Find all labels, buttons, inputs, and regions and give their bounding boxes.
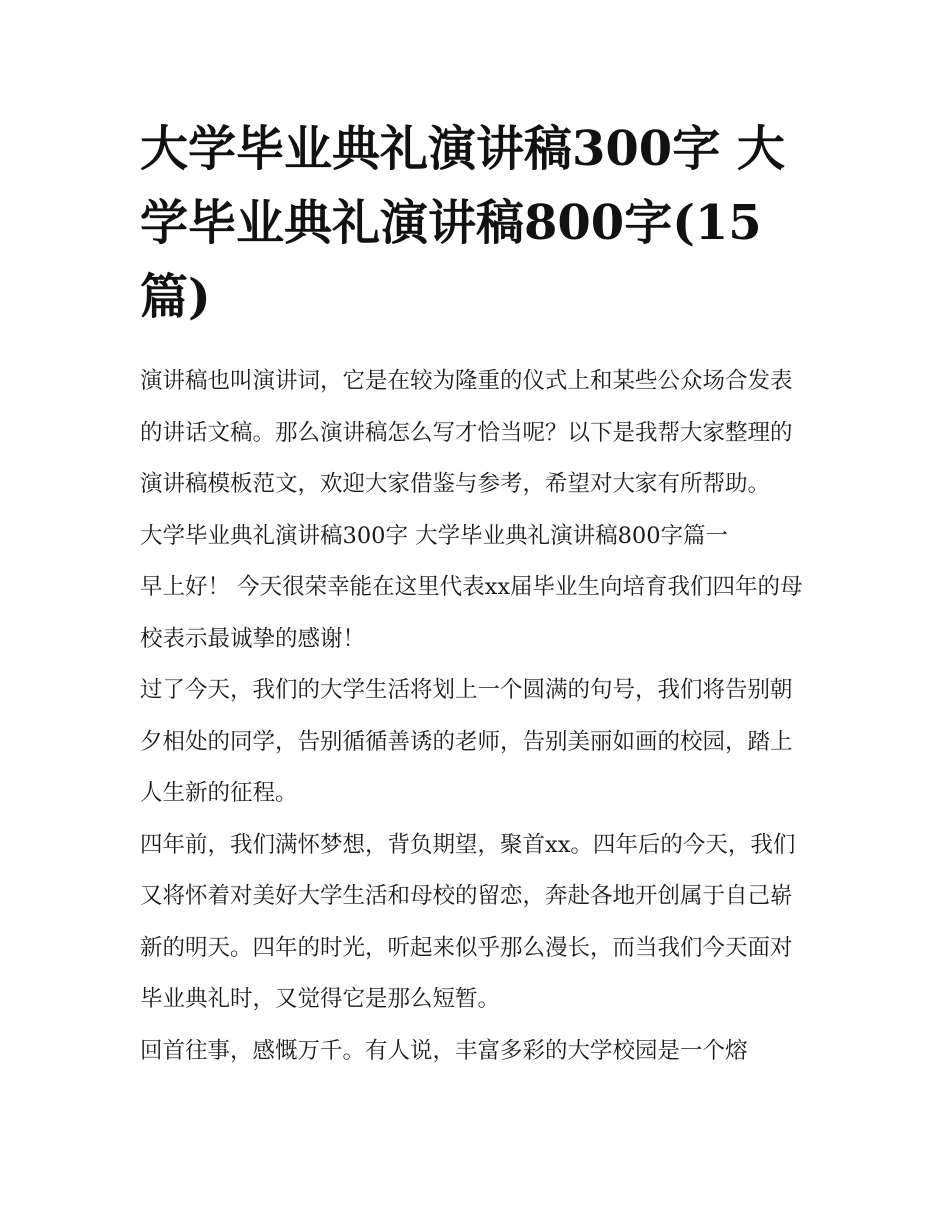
body-paragraph: 四年前，我们满怀梦想，背负期望，聚首xx。四年后的今天，我们又将怀着对美好大学生活和母校的留恋，奔赴各地开创属于自己崭新的明天。四年的时光，听起来似乎那么漫长，而当我们今天面对毕业典礼时，又觉得它是那么短暂。 bbox=[140, 831, 796, 1012]
body-paragraph: 早上好！ 今天很荣幸能在这里代表xx届毕业生向培育我们四年的母校表示最诚挚的感谢！ bbox=[140, 574, 803, 652]
body-paragraph: 过了今天，我们的大学生活将划上一个圆满的句号，我们将告别朝夕相处的同学，告别循循善诱的老师，告别美丽如画的校园，踏上人生新的征程。 bbox=[140, 677, 793, 806]
body-paragraph: 回首往事，感慨万千。有人说，丰富多彩的大学校园是一个熔 bbox=[140, 1037, 748, 1064]
section-heading: 大学毕业典礼演讲稿300字 大学毕业典礼演讲稿800字篇一 bbox=[140, 522, 729, 549]
intro-paragraph: 演讲稿也叫演讲词，它是在较为隆重的仪式上和某些公众场合发表的讲话文稿。那么演讲稿怎么写才恰当呢？以下是我帮大家整理的演讲稿模板范文，欢迎大家借鉴与参考，希望对大家有所帮助。 bbox=[140, 368, 793, 497]
document-title: 大学毕业典礼演讲稿300字 大学毕业典礼演讲稿800字(15篇) bbox=[140, 121, 785, 325]
document-body bbox=[140, 112, 814, 1077]
